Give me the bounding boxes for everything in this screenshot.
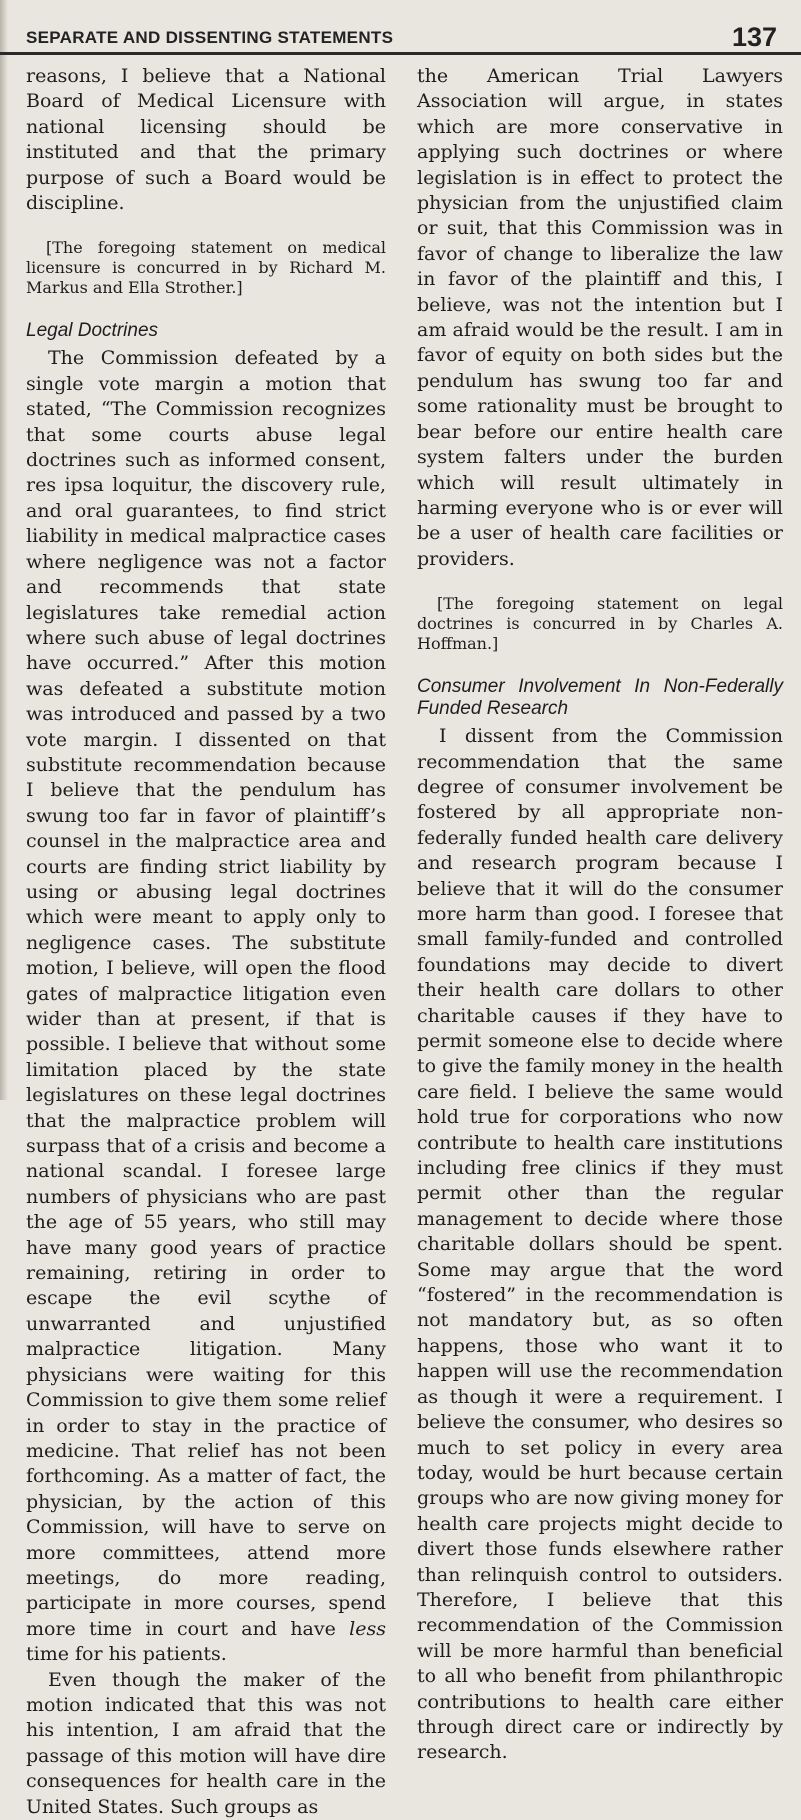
- continued-paragraph-left: reasons, I believe that a National Board of Medical Licensure with national licensing should be instituted and that the primary purpose of such a Board would be discipline.: [26, 65, 386, 215]
- right-column: [417, 64, 783, 1766]
- legal-doctrines-paragraph-1-end: time for his patients.: [26, 1643, 227, 1666]
- legal-doctrines-paragraph-2: Even though the maker of the motion indicated that this was not his intention, I am afraid that the passage of this motion will have dire consequences for health care in the United States. Such groups as: [26, 1668, 386, 1818]
- concurrence-note-licensure: [The foregoing statement on medical licensure is concurred in by Richard M. Markus and Ella Strother.]: [26, 238, 386, 298]
- consumer-involvement-paragraph: I dissent from the Commission recommendation that the same degree of consumer involvement be fostered by all appropriate non-federally funded health care delivery and research program because I believe that it will do the consumer more harm than good. I foresee that small family-funded and controlled foundations may decide to divert their health care dollars to other charitable causes if they have to permit someone else to decide where to give the family money in the health care field. I believe the same would hold true for corporations who now contribute to health care institutions including free clinics if they must permit other than the regular management to decide where those charitable dollars should be spent. Some may argue that the word “fostered” in the recommendation is not mandatory but, as so often happens, those who want it to happen will use the recommendation as though it were a requirement. I believe the consumer, who desires so much to set policy in every area today, would be hurt because certain groups who are now giving money for health care projects might decide to divert those funds elsewhere rather than relinquish control to outsiders. Therefore, I believe that this recommendation of the Commission will be more harmful than beneficial to all who benefit from philanthropic contributions to health care either through direct care or indirectly by research.: [417, 725, 783, 1764]
- section-heading-legal-doctrines: Legal Doctrines: [26, 320, 159, 342]
- legal-doctrines-paragraph-1: [26, 346, 386, 1667]
- page-edge-shadow: [0, 0, 8, 1100]
- section-heading-consumer-involvement: Consumer Involvement In Non-Federally Funded Research: [417, 676, 783, 720]
- running-head: SEPARATE AND DISSENTING STATEMENTS: [26, 28, 394, 47]
- concurrence-note-legal-doctrines: [The foregoing statement on legal doctrines is concurred in by Charles A. Hoffman.]: [417, 594, 783, 654]
- page-number: 137: [731, 22, 777, 52]
- emphasis-less: less: [349, 1617, 386, 1640]
- continued-paragraph-right: the American Trial Lawyers Association will argue, in states which are more conservative in applying such doctrines or where legislation is in effect to protect the physician from the unjustified claim or suit, that this Commission was in favor of change to liberalize the law in favor of the plaintiff and this, I believe, was not the intention but I am afraid would be the result. I am in favor of equity on both sides but the pendulum has swung too far and some rationality must be brought to bear before our entire health care system falters under the burden which will result ultimately in harming everyone who is or ever will be a user of health care facilities or providers.: [417, 65, 783, 570]
- page-header: [0, 0, 801, 52]
- left-column: [26, 64, 386, 1820]
- header-rule: [0, 52, 801, 55]
- legal-doctrines-paragraph-1-text: The Commission defeated by a single vote margin a motion that stated, “The Commission recognizes that some courts abuse legal doctrines such as informed consent, res ipsa loquitur, the discovery rule, and oral guarantees, to find strict liability in medical malpractice cases where negligence was not a factor and recommends that state legislatures take remedial action where such abuse of legal doctrines have occurred.” After this motion was defeated a substitute motion was introduced and passed by a two vote margin. I dissented on that substitute recommendation because I believe that the pendulum has swung too far in favor of plaintiff’s counsel in the malpractice area and courts are finding strict liability by using or abusing legal doctrines which were meant to apply only to negligence cases. The substitute motion, I believe, will open the flood gates of malpractice litigation even wider than at present, if that is possible. I believe that without some limitation placed by the state legislatures on these legal doctrines that the malpractice problem will surpass that of a crisis and become a national scandal. I foresee large numbers of physicians who are past the age of 55 years, who still may have many good years of practice remaining, retiring in order to escape the evil scythe of unwarranted and unjustified malpractice litigation. Many physicians were waiting for this Commission to give them some relief in order to stay in the practice of medicine. That relief has not been forthcoming. As a matter of fact, the physician, by the action of this Commission, will have to serve on more committees, attend more meetings, do more reading, participate in more courses, spend more time in court and have: [26, 347, 386, 1640]
